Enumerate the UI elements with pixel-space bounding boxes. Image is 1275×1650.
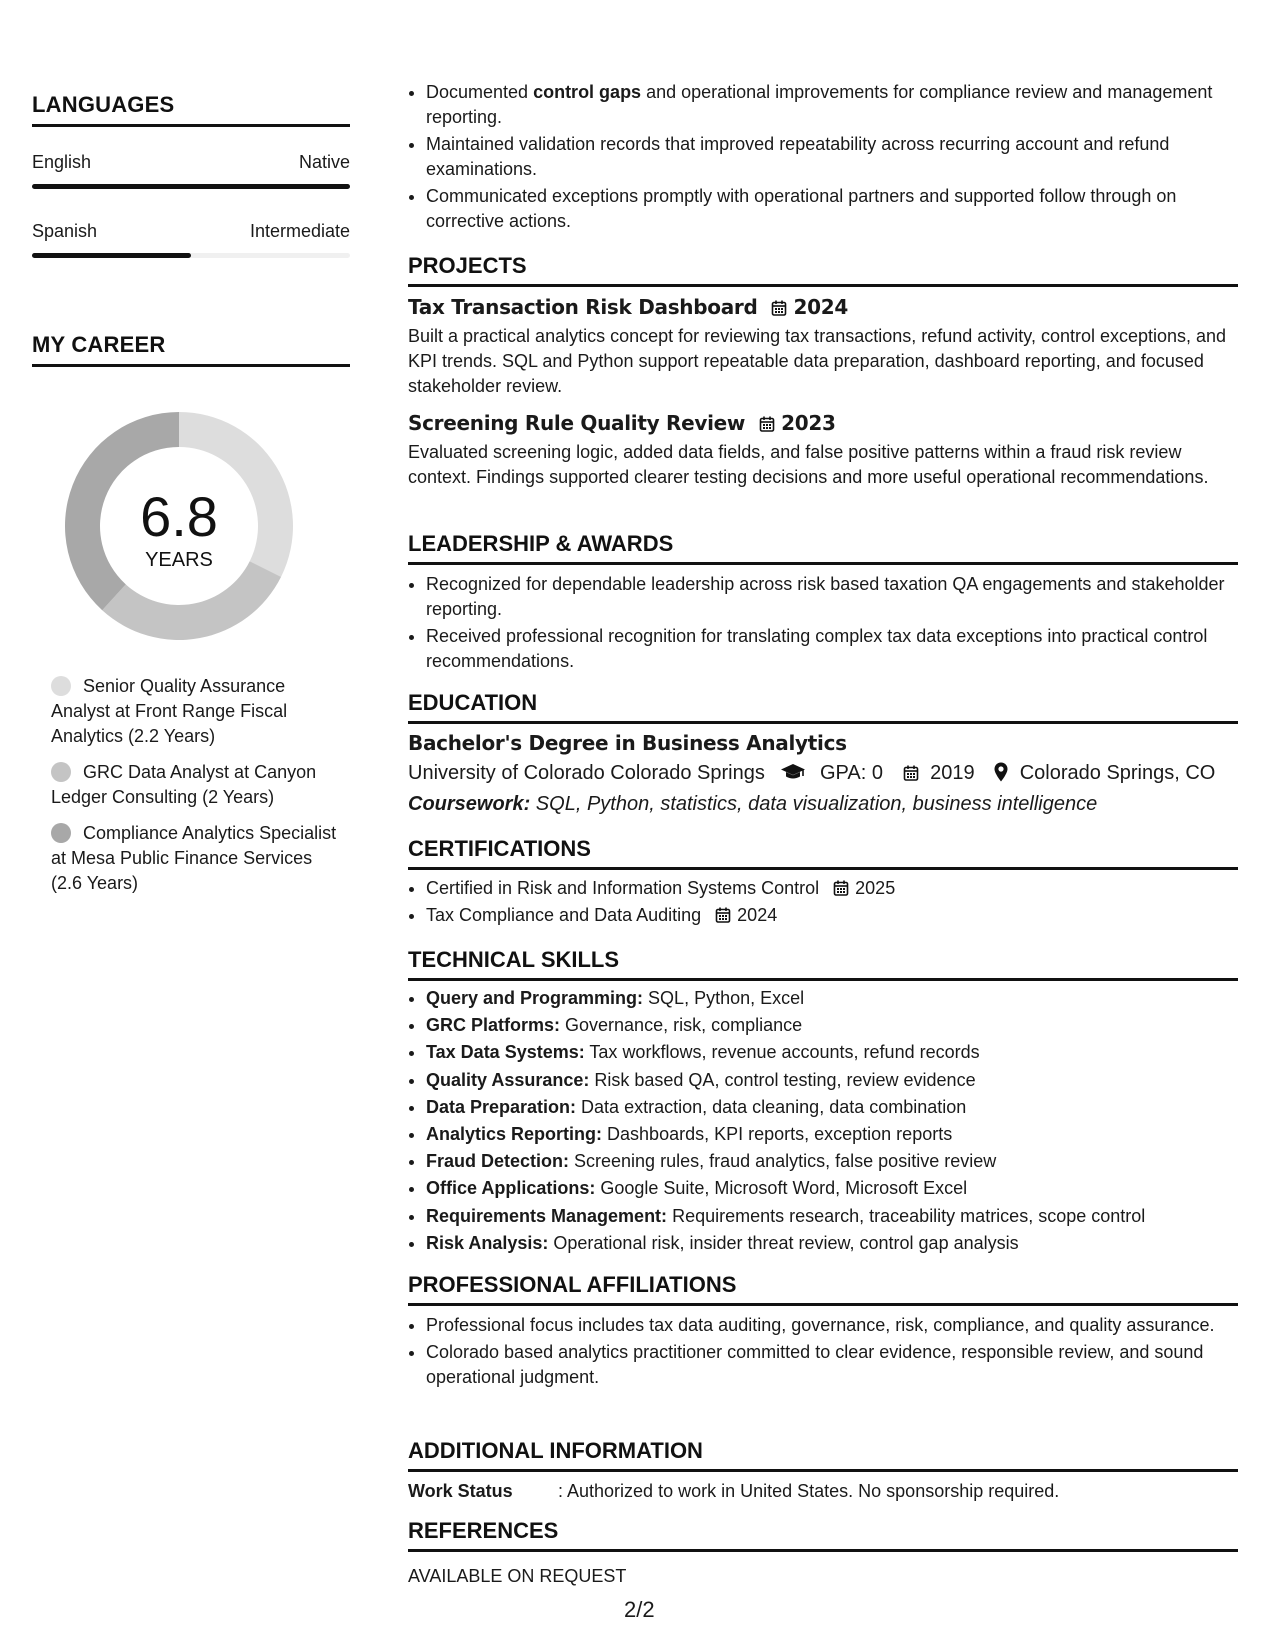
skill-label: Analytics Reporting: (426, 1124, 603, 1145)
legend-dot (51, 823, 71, 843)
skill-value: Operational risk, insider threat review, control gap analysis (548, 1232, 1019, 1253)
affiliations-heading: PROFESSIONAL AFFILIATIONS (408, 1272, 1238, 1306)
career-legend-item (51, 674, 341, 749)
certification-item (426, 903, 1256, 928)
leadership-item: • Received professional recognition for translating complex tax data exceptions into practical control recommendations. (426, 624, 1256, 674)
skills-heading: TECHNICAL SKILLS (408, 947, 1238, 981)
skill-label: Data Preparation: (426, 1096, 577, 1117)
project-name: Tax Transaction Risk Dashboard (408, 295, 758, 319)
project-year: 2023 (781, 411, 836, 435)
calendar-icon (903, 765, 919, 781)
skill-item (426, 1013, 1256, 1038)
language-proficiency-fill (32, 253, 191, 258)
skill-item (426, 1149, 1256, 1174)
skills-list (408, 986, 1256, 1258)
work-status-label: Work Status (408, 1481, 513, 1501)
languages-heading: LANGUAGES (32, 92, 350, 127)
career-legend-label: GRC Data Analyst at Canyon Ledger Consulting (2 Years) (51, 762, 317, 807)
leadership-item: • Recognized for dependable leadership across risk based taxation QA engagements and stakeholder reporting. (426, 572, 1256, 622)
skill-value: Risk based QA, control testing, review evidence (589, 1069, 976, 1090)
skill-label: Query and Programming: (426, 988, 644, 1008)
certification-name: Tax Compliance and Data Auditing (426, 905, 702, 925)
skill-item (426, 1176, 1256, 1201)
skill-item (426, 1231, 1256, 1256)
skill-value: Dashboards, KPI reports, exception reports (602, 1124, 953, 1145)
language-level: Intermediate (249, 221, 350, 241)
skill-value: Requirements research, traceability matrices, scope control (667, 1205, 1146, 1226)
affiliations-list (408, 1313, 1256, 1392)
skill-label: Office Applications: (426, 1178, 596, 1199)
career-legend-item (51, 760, 341, 810)
skill-value: Google Suite, Microsoft Word, Microsoft Excel (595, 1178, 968, 1199)
skill-label: Tax Data Systems: (426, 1042, 585, 1063)
projects-heading: PROJECTS (408, 253, 1238, 287)
skill-label: Quality Assurance: (426, 1069, 590, 1090)
references-heading: REFERENCES (408, 1518, 1238, 1552)
graduation-cap-icon (780, 763, 806, 781)
career-heading: MY CAREER (32, 332, 350, 367)
career-legend-label: Compliance Analytics Specialist at Mesa Public Finance Services (2.6 Years) (51, 823, 337, 893)
skill-value: Data extraction, data cleaning, data combination (576, 1096, 967, 1117)
career-years-unit: YEARS (145, 549, 213, 571)
education-location: Colorado Springs, CO (1019, 762, 1216, 784)
bullet-emphasis: control gaps (533, 82, 642, 102)
career-donut-segment (102, 561, 281, 640)
skill-value: Tax workflows, revenue accounts, refund records (584, 1042, 980, 1063)
calendar-icon (771, 300, 787, 316)
skill-item (426, 1122, 1256, 1147)
legend-dot (51, 762, 71, 782)
certifications-list (408, 876, 1256, 930)
language-name: Spanish (32, 221, 98, 241)
education-gpa: GPA: 0 (819, 762, 883, 784)
degree-title: Bachelor's Degree in Business Analytics (408, 731, 847, 755)
skill-value: SQL, Python, Excel (643, 988, 805, 1008)
project-description: Evaluated screening logic, added data fields, and false positive patterns within a fraud risk review context. Findings supported clearer testing decisions and more useful operational recommendations. (408, 442, 1209, 487)
education-heading: EDUCATION (408, 690, 1238, 724)
skill-label: Requirements Management: (426, 1205, 668, 1226)
project-name: Screening Rule Quality Review (408, 411, 746, 435)
experience-bullet (426, 80, 1256, 130)
skill-item (426, 986, 1256, 1011)
bullet-text: Documented (426, 82, 534, 102)
skill-value: Screening rules, fraud analytics, false positive review (569, 1151, 997, 1172)
language-proficiency-bar (32, 253, 350, 258)
coursework-label: Coursework: (408, 793, 531, 815)
project-year: 2024 (793, 295, 848, 319)
affiliation-item: • Colorado based analytics practitioner committed to clear evidence, responsible review, and sound operational judgment. (426, 1340, 1256, 1390)
additional-info-heading: ADDITIONAL INFORMATION (408, 1438, 1238, 1472)
certification-year: 2024 (737, 905, 778, 925)
project-title (408, 295, 848, 319)
calendar-icon (715, 907, 731, 923)
experience-bullets (408, 80, 1256, 236)
coursework-line (408, 792, 1238, 817)
calendar-icon (833, 880, 849, 896)
leadership-heading: LEADERSHIP & AWARDS (408, 531, 1238, 565)
career-legend (51, 674, 341, 907)
location-pin-icon (994, 762, 1008, 782)
work-status-value: : Authorized to work in United States. No sponsorship required. (558, 1481, 1060, 1501)
project-description: Built a practical analytics concept for reviewing tax transactions, refund activity, control exceptions, and KPI trends. SQL and Python support repeatable data preparation, dashboard reporting, and focused stakeholder review. (408, 326, 1227, 396)
education-details (408, 761, 1238, 786)
affiliation-item: • Professional focus includes tax data auditing, governance, risk, compliance, and quality assurance. (426, 1313, 1256, 1338)
page-number: 2/2 (624, 1597, 655, 1622)
skill-label: GRC Platforms: (426, 1015, 561, 1036)
experience-bullet: • Communicated exceptions promptly with operational partners and supported follow through on corrective actions. (426, 184, 1256, 234)
language-level: Native (298, 152, 350, 172)
skill-label: Risk Analysis: (426, 1232, 549, 1253)
skill-item (426, 1040, 1256, 1065)
leadership-list (408, 572, 1256, 676)
skill-value: Governance, risk, compliance (560, 1015, 803, 1036)
career-legend-label: Senior Quality Assurance Analyst at Front Range Fiscal Analytics (2.2 Years) (51, 676, 288, 746)
project-title (408, 411, 836, 435)
career-legend-item (51, 821, 341, 896)
education-year: 2019 (930, 762, 975, 784)
skill-label: Fraud Detection: (426, 1151, 570, 1172)
coursework-list: SQL, Python, statistics, data visualization, business intelligence (530, 793, 1098, 815)
certification-item (426, 876, 1256, 901)
experience-bullet: • Maintained validation records that improved repeatability across recurring account and refund examinations. (426, 132, 1256, 182)
school-name: University of Colorado Colorado Springs (408, 762, 765, 784)
skill-item (426, 1068, 1256, 1093)
career-total-years: 6.8 (140, 485, 218, 548)
certification-year: 2025 (855, 878, 896, 898)
certification-name: Certified in Risk and Information Systems Control (426, 878, 820, 898)
bullet-text: and operational improvements for compliance review and management reporting. (426, 82, 1213, 127)
skill-item (426, 1095, 1256, 1120)
career-donut-chart (65, 412, 293, 640)
language-name: English (32, 152, 92, 172)
work-status-row (408, 1481, 1059, 1502)
certifications-heading: CERTIFICATIONS (408, 836, 1238, 870)
language-proficiency-bar (32, 184, 350, 189)
references-text: AVAILABLE ON REQUEST (408, 1566, 627, 1586)
calendar-icon (759, 416, 775, 432)
language-proficiency-fill (32, 184, 350, 189)
legend-dot (51, 676, 71, 696)
skill-item (426, 1204, 1256, 1229)
